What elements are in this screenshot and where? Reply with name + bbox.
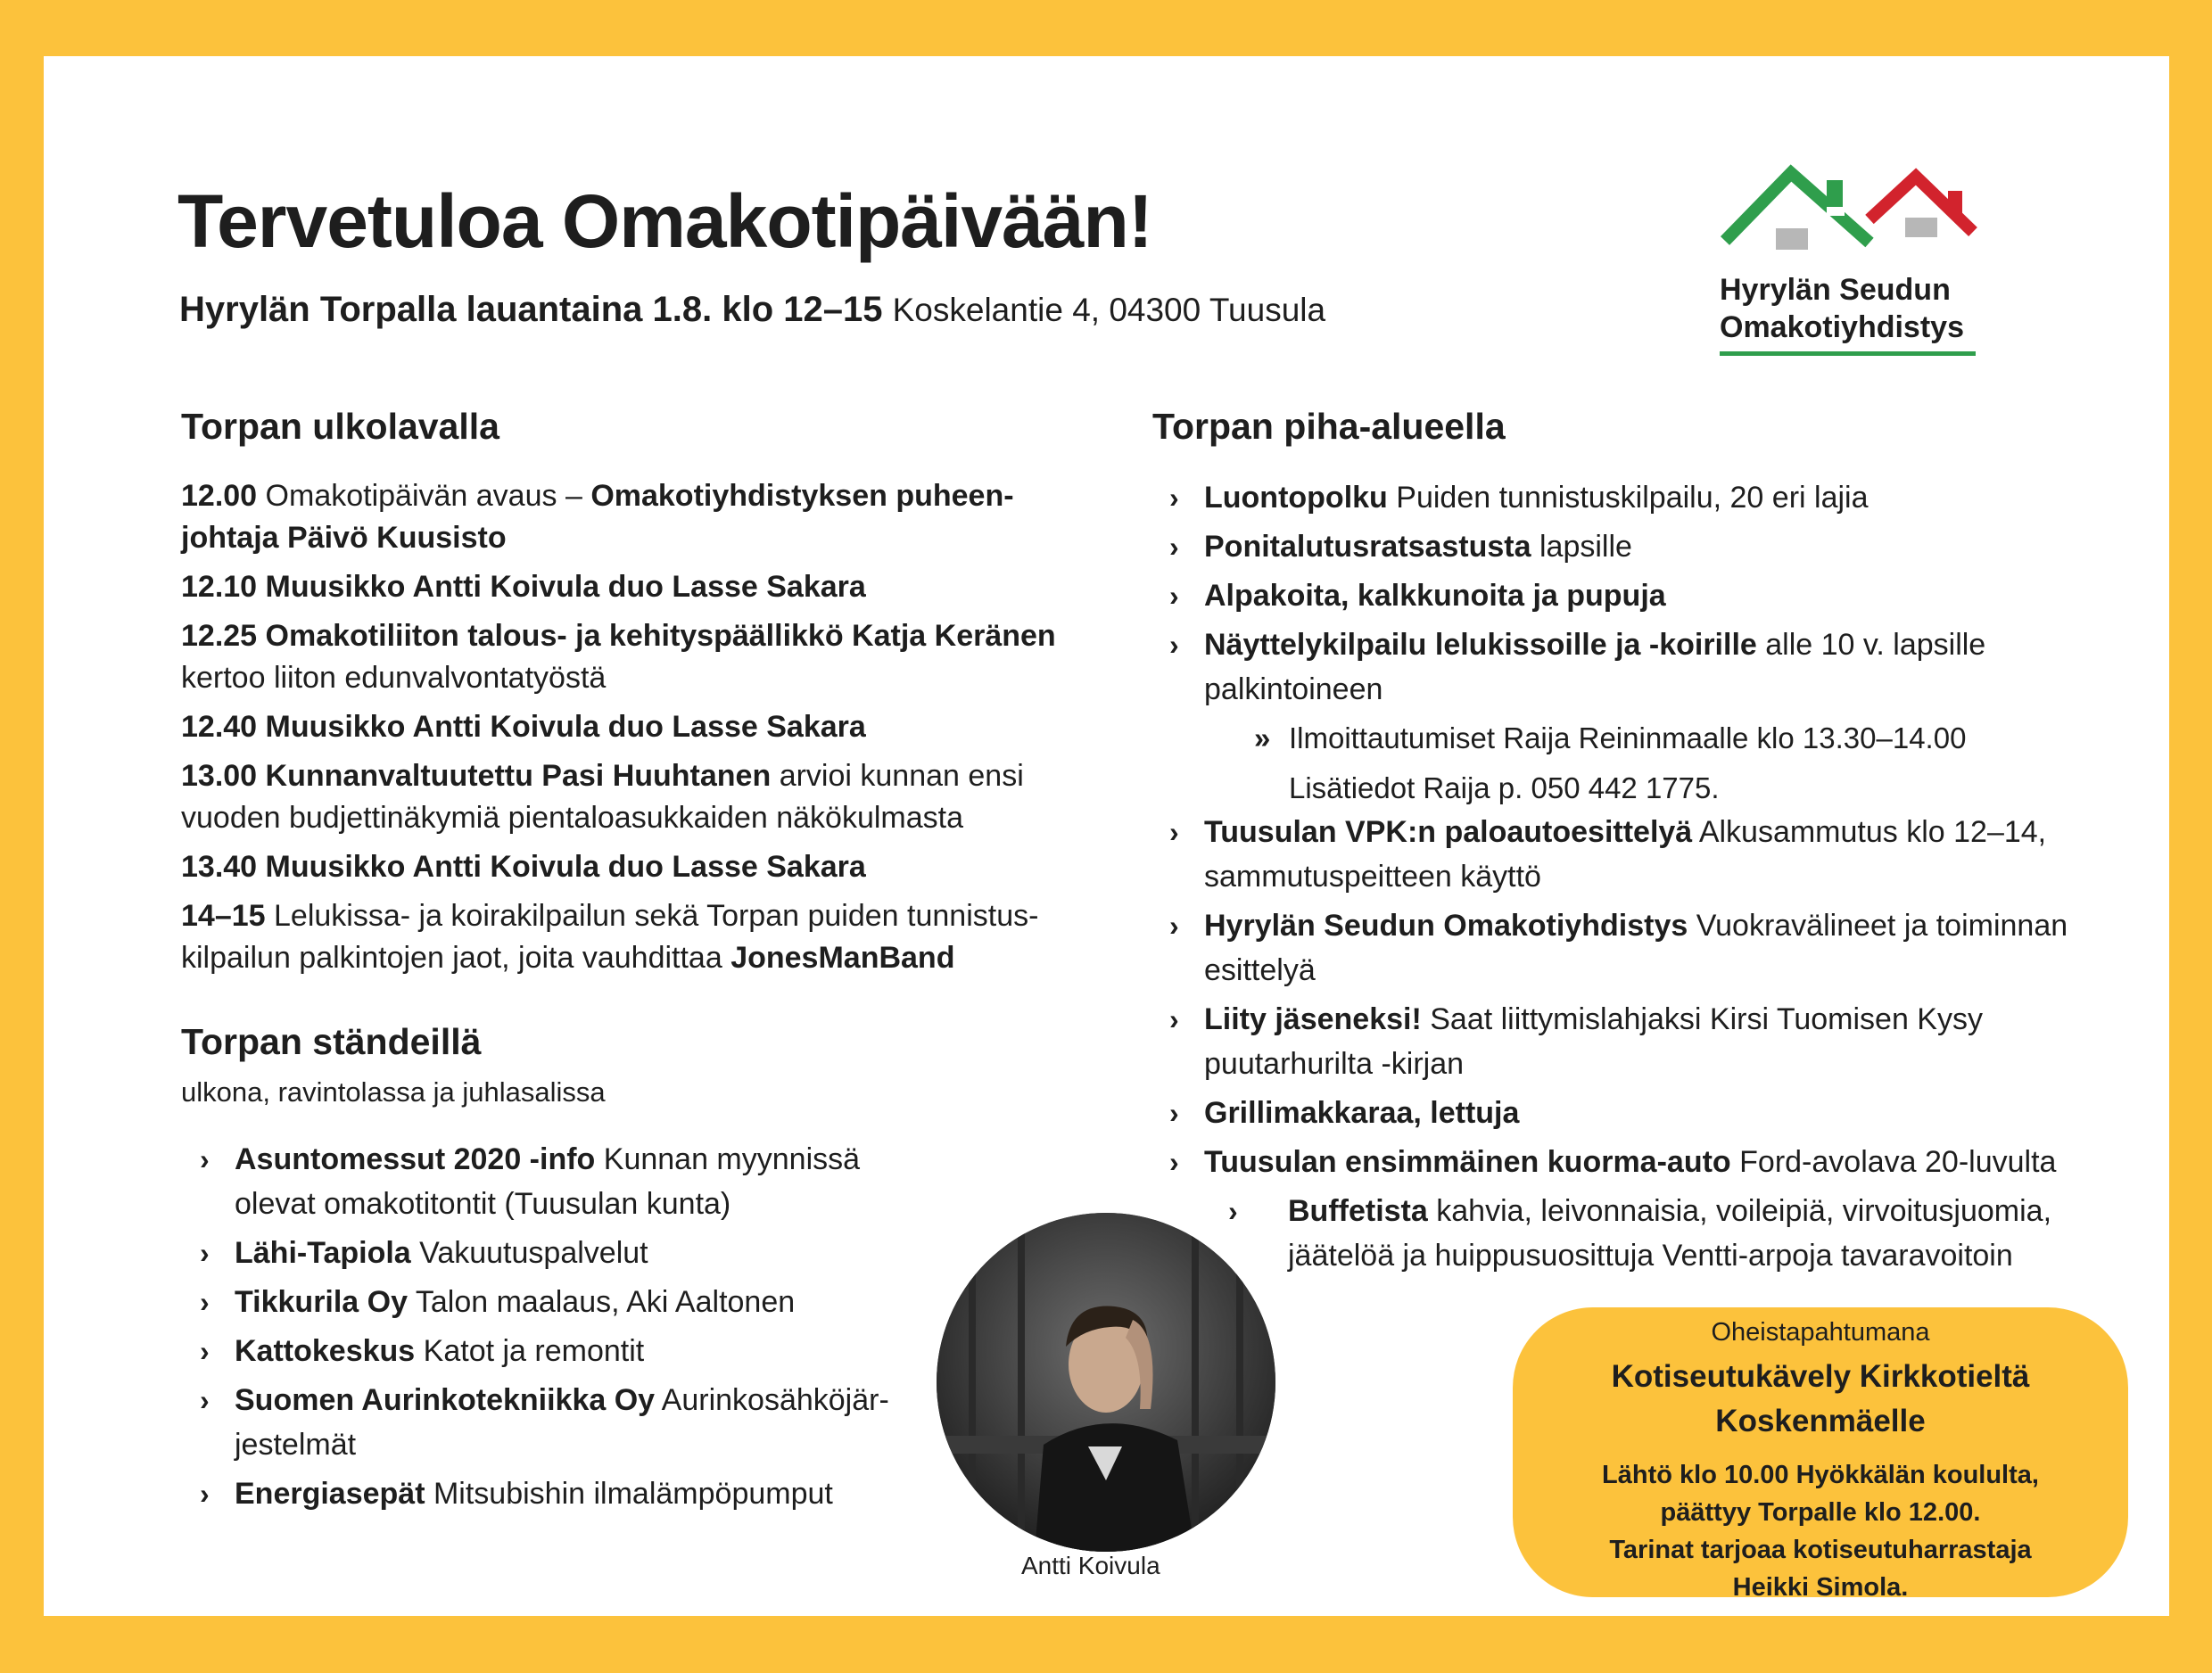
yard-list-continued bbox=[1169, 810, 2106, 1282]
activity-name: Alpakoita, kalkkunoita ja pupuja bbox=[1204, 579, 1666, 613]
stand-desc: Talon maalaus, Aki Aaltonen bbox=[415, 1285, 796, 1319]
chevron-right-icon: › bbox=[1169, 1003, 1179, 1035]
chevron-right-icon: › bbox=[1169, 531, 1179, 563]
chevron-right-icon: › bbox=[200, 1143, 210, 1175]
stand-desc: Kunnan myynnissä olevat omakotitontit (Tuusulan kunta) bbox=[235, 1142, 861, 1221]
activity-desc: Ford-avolava 20-luvulta bbox=[1739, 1145, 2057, 1179]
schedule-text: Omakotipäivän avaus – bbox=[265, 479, 582, 513]
list-item bbox=[1169, 524, 2106, 569]
chevron-right-icon: › bbox=[1169, 816, 1179, 848]
chevron-right-icon: › bbox=[1169, 580, 1179, 612]
stands-heading: Torpan ständeillä bbox=[181, 1021, 482, 1062]
chevron-right-icon: › bbox=[1169, 629, 1179, 661]
registration-text: Ilmoittautumiset Raija Reininmaalle klo 13.30–14.00 bbox=[1289, 721, 1967, 754]
stands-subheading: ulkona, ravintolassa ja juhlasalissa bbox=[181, 1076, 606, 1108]
schedule-item bbox=[181, 706, 1082, 748]
activity-desc: Vuokravälineet ja toiminnan esittelyä bbox=[1204, 909, 2068, 987]
logo-underline bbox=[1720, 351, 1976, 356]
side-event-line: Tarinat tarjoaa kotiseutuharrastaja bbox=[1609, 1536, 2032, 1564]
activity-desc: lapsille bbox=[1539, 530, 1632, 564]
side-event-title bbox=[1513, 1355, 2128, 1444]
schedule-performer: Muusikko Antti Koivula duo Lasse Sakara bbox=[265, 570, 866, 604]
activity-name: Tuusulan VPK:n paloautoesittelyä bbox=[1204, 815, 1693, 849]
side-event-label: Oheistapahtumana bbox=[1711, 1318, 1930, 1347]
logo-line-1: Hyrylän Seudun bbox=[1720, 273, 1951, 307]
schedule-performer: Omakotiyhdistyksen puheen-johtaja Päivö Kuusisto bbox=[181, 479, 1014, 555]
activity-name: Tuusulan ensimmäinen kuorma-auto bbox=[1204, 1145, 1731, 1179]
activity-name: Näyttelykilpailu lelukissoille ja -koirille bbox=[1204, 628, 1757, 662]
chevron-right-icon: › bbox=[200, 1286, 210, 1318]
activity-desc: alle 10 v. lapsille palkintoineen bbox=[1204, 628, 1986, 706]
schedule-text: kertoo liiton edunvalvontatyöstä bbox=[181, 661, 607, 695]
list-item bbox=[1169, 1189, 2106, 1278]
chevron-right-icon: › bbox=[1169, 910, 1179, 942]
contact-text: Lisätiedot Raija p. 050 442 1775. bbox=[1289, 771, 1720, 804]
stand-name: Asuntomessut 2020 -info bbox=[235, 1142, 596, 1176]
schedule-time: 12.40 bbox=[181, 710, 258, 744]
side-event-line: Lähtö klo 10.00 Hyökkälän koululta, bbox=[1602, 1461, 2039, 1489]
double-chevron-icon: » bbox=[1254, 721, 1271, 754]
schedule-item bbox=[181, 846, 1082, 888]
list-item bbox=[1169, 475, 2106, 520]
list-item bbox=[1169, 810, 2106, 899]
event-date-time: Hyrylän Torpalla lauantaina 1.8. klo 12–15 bbox=[179, 290, 883, 329]
chevron-right-icon: › bbox=[200, 1237, 210, 1269]
stand-name: Lähi-Tapiola bbox=[235, 1236, 411, 1270]
yard-heading: Torpan piha-alueella bbox=[1152, 406, 1506, 447]
list-item bbox=[1169, 622, 2106, 712]
stand-desc: Vakuutuspalvelut bbox=[419, 1236, 648, 1270]
stand-name: Energiasepät bbox=[235, 1477, 425, 1511]
chevron-right-icon: › bbox=[1228, 1195, 1238, 1227]
activity-desc: kahvia, leivonnaisia, voileipiä, virvoitusjuomia, jäätelöä ja huippusuosittuja Ventti-arpoja tavaravoitoin bbox=[1288, 1194, 2052, 1273]
schedule-performer: Omakotiliiton talous- ja kehityspäällikkö Katja Keränen bbox=[265, 619, 1056, 653]
activity-desc: Saat liittymislahjaksi Kirsi Tuomisen Kysy puutarhurilta -kirjan bbox=[1204, 1002, 1983, 1081]
registration-note bbox=[1169, 716, 2106, 816]
stand-name: Kattokeskus bbox=[235, 1334, 416, 1368]
schedule-performer: Muusikko Antti Koivula duo Lasse Sakara bbox=[265, 850, 866, 884]
stage-heading: Torpan ulkolavalla bbox=[181, 406, 499, 447]
activity-desc: Puiden tunnistuskilpailu, 20 eri lajia bbox=[1396, 481, 1869, 515]
logo-line-2: Omakotiyhdistys bbox=[1720, 310, 1964, 344]
list-item bbox=[200, 1471, 940, 1516]
event-subtitle bbox=[179, 290, 1325, 330]
activity-name: Hyrylän Seudun Omakotiyhdistys bbox=[1204, 909, 1688, 943]
schedule-time: 13.40 bbox=[181, 850, 258, 884]
musician-photo bbox=[937, 1213, 1275, 1552]
list-item bbox=[1169, 1140, 2106, 1184]
activity-name: Grillimakkaraa, lettuja bbox=[1204, 1096, 1520, 1130]
list-item bbox=[1169, 573, 2106, 618]
schedule-item bbox=[181, 615, 1082, 699]
side-event-title-line: Kotiseutukävely Kirkkotieltä bbox=[1611, 1359, 2030, 1394]
stand-desc: Mitsubishin ilmalämpöpumput bbox=[433, 1477, 833, 1511]
contact-line bbox=[1169, 766, 2106, 811]
stand-name: Tikkurila Oy bbox=[235, 1285, 409, 1319]
side-event-line: päättyy Torpalle klo 12.00. bbox=[1660, 1498, 1981, 1527]
list-item bbox=[1169, 903, 2106, 993]
schedule-text: arvioi kunnan ensi vuoden budjettinäkymiä pientaloasukkaiden näkökulmasta bbox=[181, 759, 1024, 835]
activity-name: Luontopolku bbox=[1204, 481, 1388, 515]
schedule-item bbox=[181, 895, 1082, 979]
list-item bbox=[200, 1329, 940, 1373]
schedule-time: 14–15 bbox=[181, 899, 266, 933]
chevron-right-icon: › bbox=[200, 1384, 210, 1416]
page-title: Tervetuloa Omakotipäivään! bbox=[177, 179, 1152, 263]
houses-icon bbox=[1720, 161, 1987, 268]
photo-caption: Antti Koivula bbox=[1021, 1552, 1160, 1579]
stand-desc: Aurinkosähköjär-jestelmät bbox=[235, 1383, 889, 1462]
activity-name: Liity jäseneksi! bbox=[1204, 1002, 1422, 1036]
schedule-performer: Muusikko Antti Koivula duo Lasse Sakara bbox=[265, 710, 866, 744]
side-event-box bbox=[1513, 1307, 2128, 1602]
registration-line bbox=[1169, 716, 2106, 761]
yard-list bbox=[1169, 475, 2106, 716]
schedule-performer: Kunnanvaltuutettu Pasi Huuhtanen bbox=[265, 759, 772, 793]
stage-schedule bbox=[181, 475, 1082, 986]
activity-desc: Alkusammutus klo 12–14, sammutuspeitteen käyttö bbox=[1204, 815, 2047, 894]
event-address: Koskelantie 4, 04300 Tuusula bbox=[892, 292, 1326, 328]
list-item bbox=[1169, 997, 2106, 1086]
schedule-time: 12.25 bbox=[181, 619, 258, 653]
list-item bbox=[200, 1231, 940, 1275]
schedule-time: 12.00 bbox=[181, 479, 258, 513]
chevron-right-icon: › bbox=[200, 1478, 210, 1510]
schedule-item bbox=[181, 566, 1082, 608]
schedule-time: 12.10 bbox=[181, 570, 258, 604]
stands-list bbox=[200, 1137, 940, 1521]
logo-name bbox=[1720, 271, 1987, 346]
list-item bbox=[200, 1280, 940, 1324]
schedule-time: 13.00 bbox=[181, 759, 258, 793]
stand-name: Suomen Aurinkotekniikka Oy bbox=[235, 1383, 656, 1417]
schedule-text: Lelukissa- ja koirakilpailun sekä Torpan puiden tunnistus-kilpailun palkintojen jaot, joita vauhdittaa bbox=[181, 899, 1039, 975]
list-item bbox=[200, 1137, 940, 1226]
stand-desc: Katot ja remontit bbox=[423, 1334, 645, 1368]
list-item bbox=[1169, 1091, 2106, 1135]
chevron-right-icon: › bbox=[1169, 482, 1179, 514]
side-event-line: Heikki Simola. bbox=[1732, 1573, 1909, 1602]
side-event-details bbox=[1513, 1456, 2128, 1606]
chevron-right-icon: › bbox=[200, 1335, 210, 1367]
schedule-performer: JonesManBand bbox=[730, 941, 955, 975]
schedule-item bbox=[181, 755, 1082, 839]
activity-name: Buffetista bbox=[1288, 1194, 1428, 1228]
chevron-right-icon: › bbox=[1169, 1146, 1179, 1178]
portrait-image bbox=[937, 1213, 1275, 1552]
side-event-title-line: Koskenmäelle bbox=[1715, 1404, 1926, 1438]
activity-name: Ponitalutusratsastusta bbox=[1204, 530, 1531, 564]
list-item bbox=[200, 1378, 940, 1467]
association-logo bbox=[1720, 161, 1987, 356]
schedule-item bbox=[181, 475, 1082, 559]
chevron-right-icon: › bbox=[1169, 1097, 1179, 1129]
